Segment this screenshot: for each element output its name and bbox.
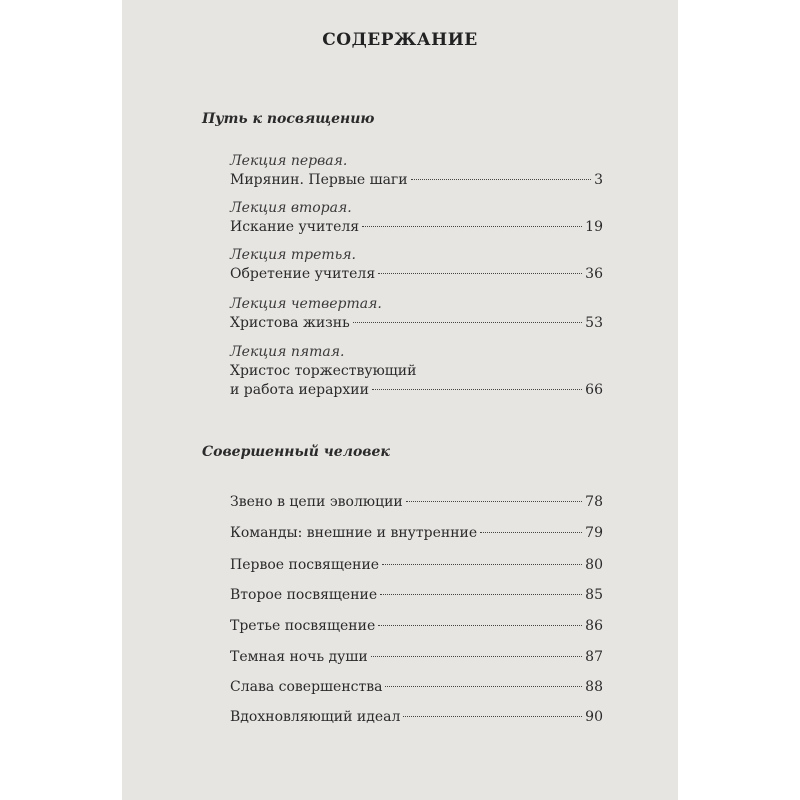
entry-title: Христова жизнь (230, 315, 350, 331)
book-page (122, 0, 678, 800)
dot-leader (403, 716, 582, 717)
toc-entry[interactable] (230, 152, 603, 190)
dot-leader (378, 625, 582, 626)
lecture-label: Лекция четвертая. (230, 296, 382, 312)
dot-leader (382, 564, 582, 565)
dot-leader (380, 594, 582, 595)
toc-entry[interactable] (230, 343, 603, 400)
dot-leader (372, 389, 582, 390)
page-number: 90 (585, 709, 603, 725)
dot-leader (362, 226, 582, 227)
dot-leader (406, 501, 582, 502)
dot-leader (385, 686, 582, 687)
entry-title: Звено в цепи эволюции (230, 494, 403, 510)
section-title-1: Путь к посвящению (202, 111, 375, 127)
entry-title: Темная ночь души (230, 649, 368, 665)
entry-title: Мирянин. Первые шаги (230, 172, 408, 188)
entry-title: Искание учителя (230, 219, 360, 235)
page-title: СОДЕРЖАНИЕ (322, 30, 478, 50)
toc-entry[interactable] (230, 708, 603, 727)
toc-entry[interactable] (230, 246, 603, 284)
page-number: 3 (594, 172, 603, 188)
page-number: 79 (585, 525, 603, 541)
lecture-label: Лекция пятая. (230, 344, 345, 360)
dot-leader (371, 656, 582, 657)
page-number: 66 (585, 382, 603, 398)
dot-leader (353, 322, 582, 323)
lecture-label: Лекция третья. (230, 247, 356, 263)
section-title-2: Совершенный человек (202, 444, 390, 460)
entry-title: Слава совершенства (230, 679, 383, 695)
entry-title: Второе посвящение (230, 587, 378, 603)
toc-entry[interactable] (230, 586, 603, 605)
page-number: 87 (585, 649, 603, 665)
entry-title-line1: Христос торжествующий (230, 363, 417, 379)
dot-leader (411, 179, 591, 180)
toc-entry[interactable] (230, 524, 603, 543)
toc-entry[interactable] (230, 678, 603, 697)
entry-title: Вдохновляющий идеал (230, 709, 401, 725)
toc-entry[interactable] (230, 617, 603, 636)
toc-entry[interactable] (230, 199, 603, 237)
dot-leader (378, 273, 582, 274)
entry-title: и работа иерархии (230, 382, 369, 398)
page-number: 80 (585, 557, 603, 573)
toc-entry[interactable] (230, 295, 603, 333)
page-number: 36 (585, 266, 603, 282)
entry-title: Третье посвящение (230, 618, 376, 634)
page-number: 85 (585, 587, 603, 603)
page-number: 88 (585, 679, 603, 695)
entry-title: Первое посвящение (230, 557, 380, 573)
lecture-label: Лекция первая. (230, 153, 348, 169)
entry-title: Команды: внешние и внутренние (230, 525, 478, 541)
toc-entry[interactable] (230, 556, 603, 575)
entry-title: Обретение учителя (230, 266, 376, 282)
page-number: 19 (585, 219, 603, 235)
page-number: 86 (585, 618, 603, 634)
page-number: 53 (585, 315, 603, 331)
toc-entry[interactable] (230, 648, 603, 667)
lecture-label: Лекция вторая. (230, 200, 352, 216)
toc-entry[interactable] (230, 493, 603, 512)
dot-leader (480, 532, 582, 533)
page-number: 78 (585, 494, 603, 510)
